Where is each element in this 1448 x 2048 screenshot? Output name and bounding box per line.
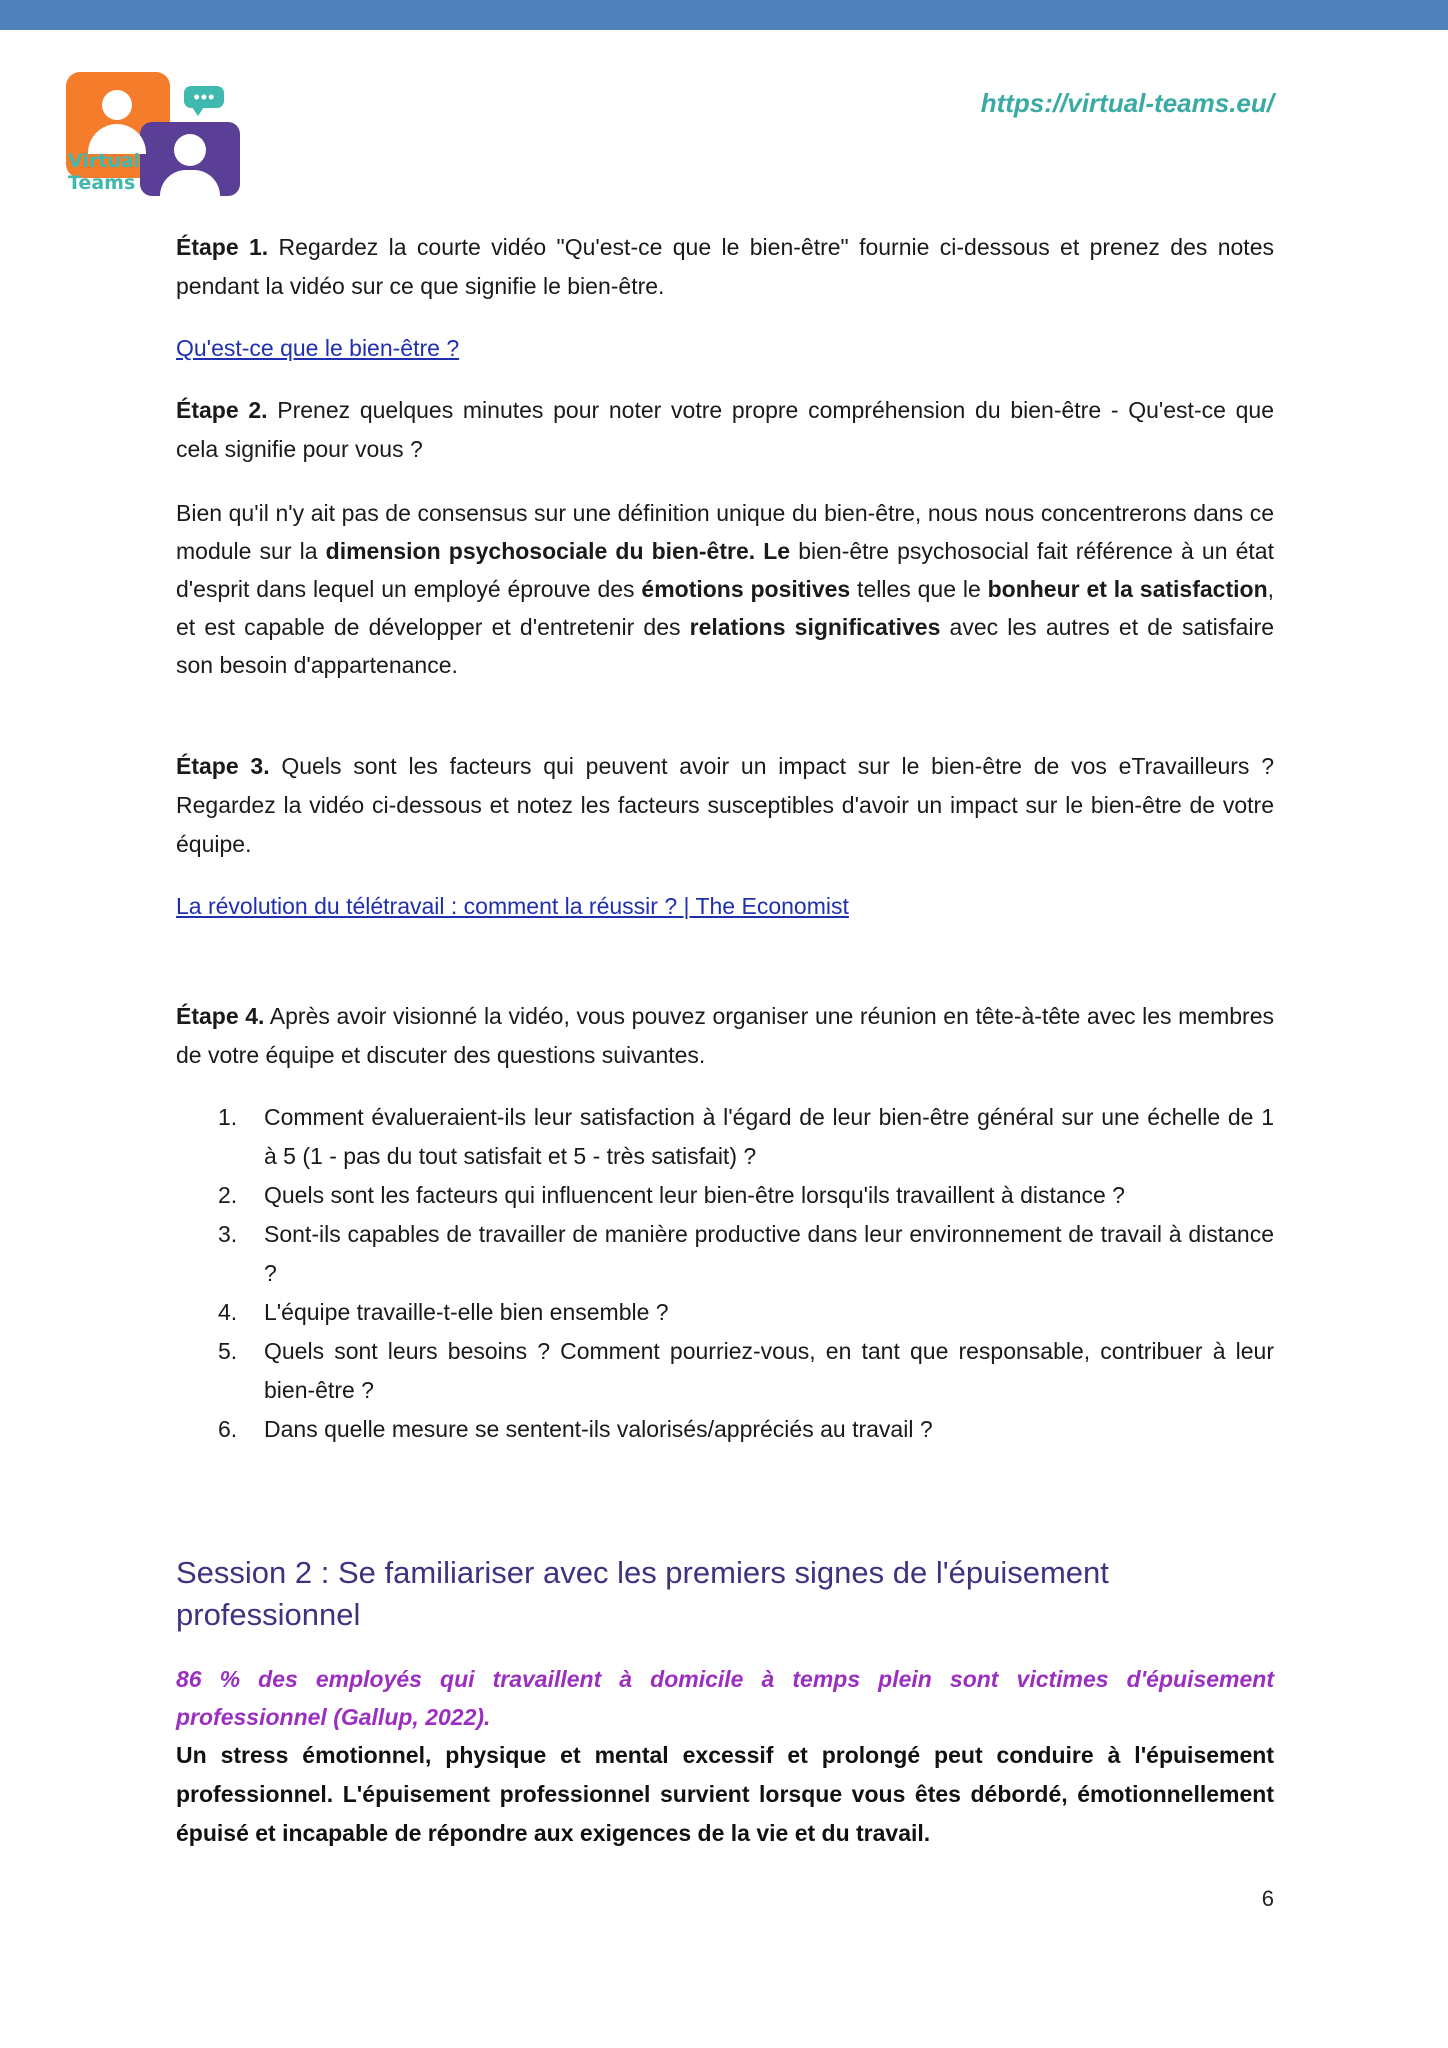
step1-text: Regardez la courte vidéo "Qu'est-ce que le bien-être" fournie ci-dessous et prenez des notes pendant la vidéo sur ce que signifie le bien-être. — [176, 234, 1274, 299]
step3-paragraph — [176, 747, 1274, 864]
list-item-number: 3. — [218, 1221, 238, 1247]
list-item-number: 4. — [218, 1299, 238, 1325]
wellbeing-text-3: telles que le — [850, 576, 988, 602]
burnout-statistic: 86 % des employés qui travaillent à domicile à temps plein sont victimes d'épuisement professionnel (Gallup, 2022). — [176, 1666, 1274, 1730]
list-item — [176, 1410, 1274, 1449]
list-item — [176, 1176, 1274, 1215]
logo-person-icon — [102, 90, 132, 120]
video-link-economist[interactable]: La révolution du télétravail : comment la réussir ? | The Economist — [176, 893, 849, 919]
list-item-text: Dans quelle mesure se sentent-ils valorisés/appréciés au travail ? — [264, 1416, 933, 1442]
list-item-text: Comment évalueraient-ils leur satisfaction à l'égard de leur bien-être général sur une échelle de 1 à 5 (1 - pas du tout satisfait et 5 - très satisfait) ? — [264, 1104, 1274, 1169]
wellbeing-paragraph — [176, 494, 1274, 684]
wellbeing-bold-3: bonheur et la satisfaction — [987, 576, 1268, 602]
step4-label: Étape 4. — [176, 1003, 265, 1029]
main-content — [176, 228, 1274, 1449]
list-item-text: L'équipe travaille-t-elle bien ensemble ? — [264, 1299, 669, 1325]
wellbeing-bold-2: émotions positives — [641, 576, 851, 602]
wellbeing-bold-4: relations significatives — [689, 614, 941, 640]
virtual-teams-logo — [66, 68, 246, 198]
logo-person-icon-2 — [174, 134, 206, 166]
wellbeing-text-5: avec les autres et de satisfaire son besoin d'appartenance. — [176, 614, 1274, 678]
step2-paragraph — [176, 391, 1274, 469]
list-item — [176, 1215, 1274, 1293]
list-item — [176, 1332, 1274, 1410]
wellbeing-text-4: , et est capable de développer et d'entretenir des — [176, 576, 1275, 640]
step1-paragraph — [176, 228, 1274, 306]
wellbeing-text-2: bien-être psychosocial fait référence à un état d'esprit dans lequel un employé éprouve des — [176, 538, 1274, 602]
video-link-wellbeing[interactable]: Qu'est-ce que le bien-être ? — [176, 335, 460, 361]
step2-text: Prenez quelques minutes pour noter votre propre compréhension du bien-être - Qu'est-ce que cela signifie pour vous ? — [176, 397, 1274, 462]
step4-text: Après avoir visionné la vidéo, vous pouvez organiser une réunion en tête-à-tête avec les membres de votre équipe et discuter des questions suivantes. — [176, 1003, 1274, 1068]
wellbeing-text-1: Bien qu'il n'y ait pas de consensus sur une définition unique du bien-être, nous nous concentrerons dans ce module sur la — [176, 500, 1274, 564]
header-bar — [0, 0, 1448, 30]
list-item — [176, 1098, 1274, 1176]
step4-paragraph — [176, 997, 1274, 1075]
chat-bubble-icon — [184, 86, 224, 108]
step3-text: Quels sont les facteurs qui peuvent avoir un impact sur le bien-être de vos eTravailleurs ? Regardez la vidéo ci-dessous et notez les facteurs susceptibles d'avoir un impact sur le bien-être de votre équipe. — [176, 753, 1274, 857]
step1-link-line — [176, 329, 1274, 368]
list-item-number: 2. — [218, 1182, 238, 1208]
list-item-number: 5. — [218, 1338, 238, 1364]
logo-text-line2: Teams — [68, 172, 136, 194]
list-item-text: Sont-ils capables de travailler de manière productive dans leur environnement de travail à distance ? — [264, 1221, 1274, 1286]
list-item-number: 1. — [218, 1104, 238, 1130]
step2-label: Étape 2. — [176, 397, 268, 423]
step3-label: Étape 3. — [176, 753, 270, 779]
list-item-text: Quels sont les facteurs qui influencent leur bien-être lorsqu'ils travaillent à distance ? — [264, 1182, 1125, 1208]
session-title: Session 2 : Se familiariser avec les premiers signes de l'épuisement professionnel — [176, 1555, 1109, 1632]
list-item — [176, 1293, 1274, 1332]
step1-label: Étape 1. — [176, 234, 269, 260]
questions-list — [176, 1098, 1274, 1449]
step3-link-line — [176, 887, 1274, 926]
list-item-number: 6. — [218, 1416, 238, 1442]
logo-text-line1: Virtual — [68, 150, 141, 172]
site-url[interactable]: https://virtual-teams.eu/ — [980, 88, 1274, 118]
list-item-text: Quels sont leurs besoins ? Comment pourriez-vous, en tant que responsable, contribuer à leur bien-être ? — [264, 1338, 1274, 1403]
logo-text — [68, 150, 140, 194]
page-number: 6 — [1261, 1886, 1274, 1911]
wellbeing-bold-1: dimension psychosociale du bien-être. Le — [325, 538, 791, 564]
burnout-definition: Un stress émotionnel, physique et mental excessif et prolongé peut conduire à l'épuisement professionnel. L'épuisement professionnel survient lorsque vous êtes débordé, émotionnellement épuisé et incapable de répondre aux exigences de la vie et du travail. — [176, 1742, 1274, 1846]
